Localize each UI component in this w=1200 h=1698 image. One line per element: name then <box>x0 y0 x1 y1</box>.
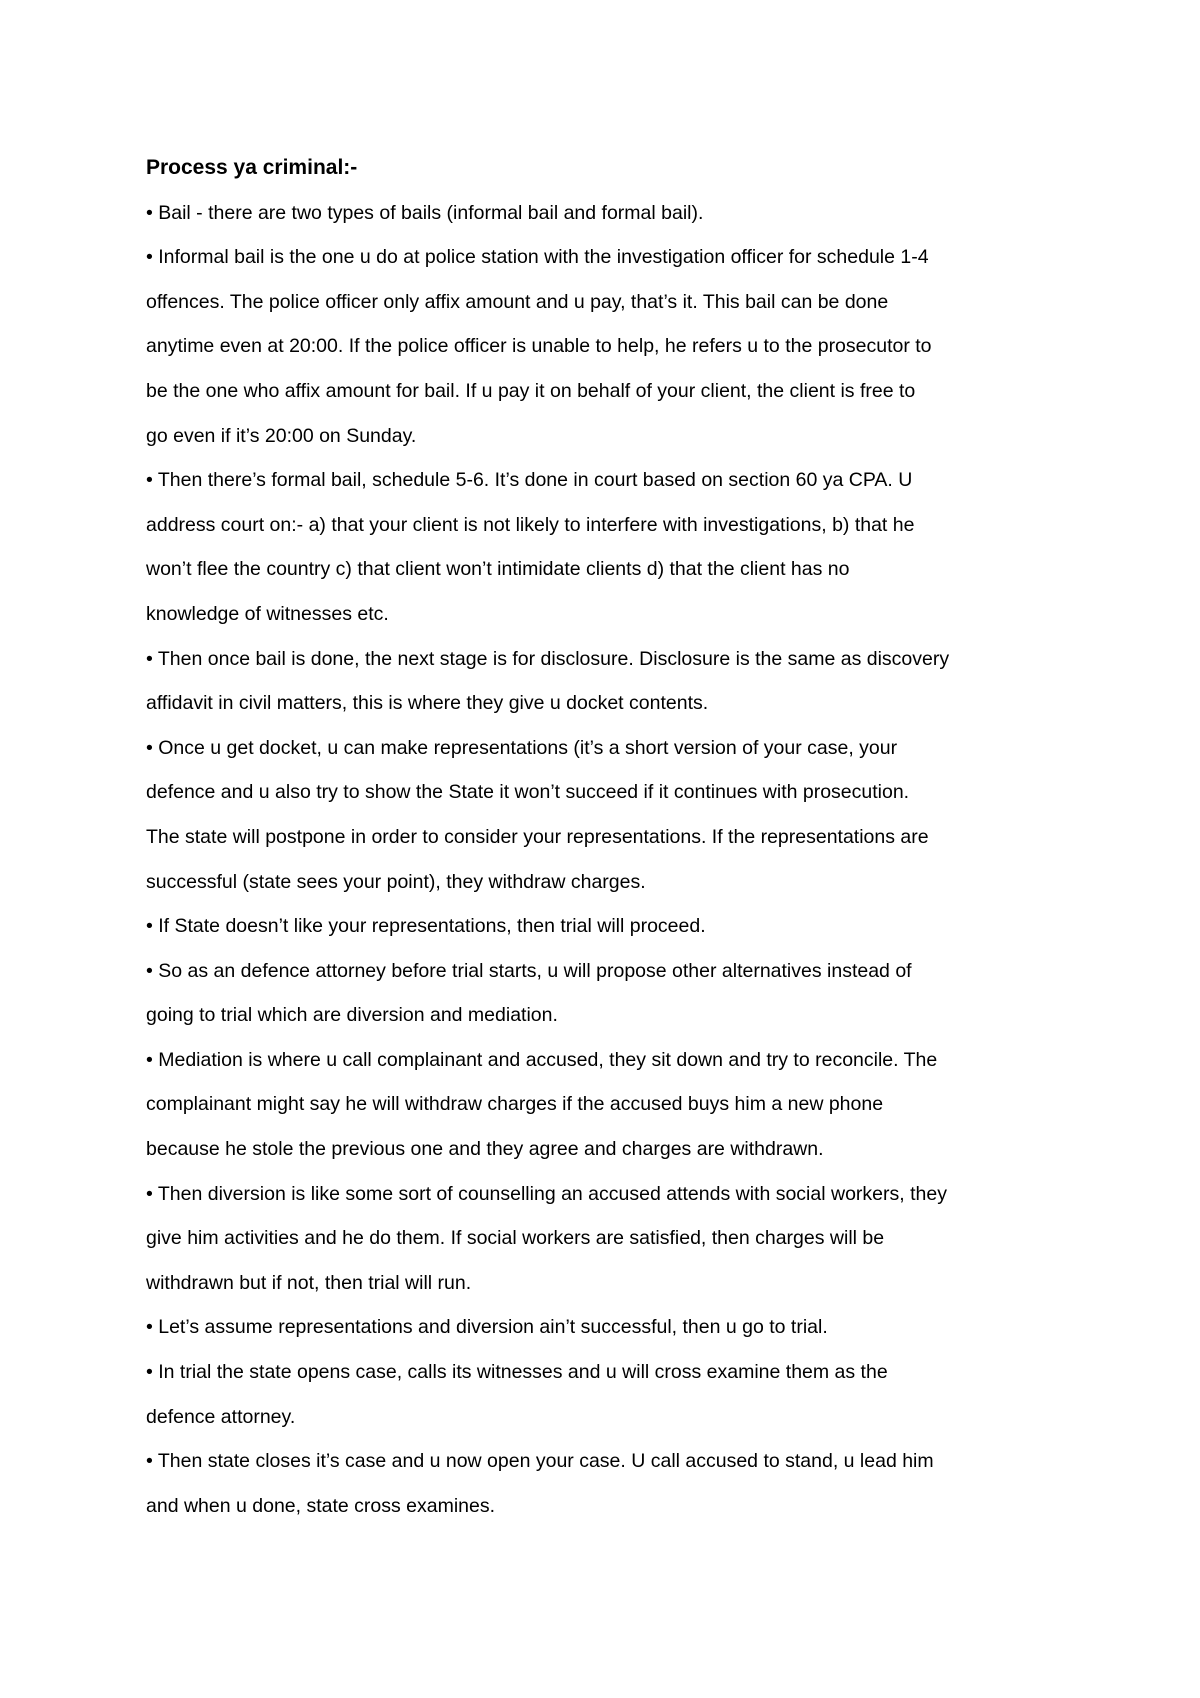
document-line: offences. The police officer only affix amount and u pay, that’s it. This bail can be done <box>146 290 889 313</box>
document-line: • In trial the state opens case, calls its witnesses and u will cross examine them as the <box>146 1361 888 1384</box>
document-line: won’t flee the country c) that client won’t intimidate clients d) that the client has no <box>146 558 850 581</box>
document-line: • Let’s assume representations and diversion ain’t successful, then u go to trial. <box>146 1316 828 1339</box>
document-line: go even if it’s 20:00 on Sunday. <box>146 424 417 447</box>
document-line: address court on:- a) that your client is not likely to interfere with investigations, b) that he <box>146 513 915 536</box>
document-heading: Process ya criminal:- <box>146 156 358 179</box>
document-line: defence and u also try to show the State it won’t succeed if it continues with prosecution. <box>146 781 910 804</box>
document-line: because he stole the previous one and they agree and charges are withdrawn. <box>146 1138 824 1161</box>
document-line: and when u done, state cross examines. <box>146 1494 496 1517</box>
document-line: defence attorney. <box>146 1405 296 1428</box>
document-line: • So as an defence attorney before trial starts, u will propose other alternatives instead of <box>146 959 912 982</box>
document-lines <box>146 191 1081 1529</box>
document-body <box>146 143 1081 1528</box>
document-line: • Then there’s formal bail, schedule 5-6. It’s done in court based on section 60 ya CPA. U <box>146 469 913 492</box>
document-line: complainant might say he will withdraw charges if the accused buys him a new phone <box>146 1093 884 1116</box>
document-line: going to trial which are diversion and mediation. <box>146 1004 558 1027</box>
document-line: • Once u get docket, u can make representations (it’s a short version of your case, your <box>146 736 898 759</box>
document-line: knowledge of witnesses etc. <box>146 602 389 625</box>
document-line: • If State doesn’t like your representations, then trial will proceed. <box>146 915 706 938</box>
document-line: successful (state sees your point), they withdraw charges. <box>146 870 646 893</box>
document-line: • Then once bail is done, the next stage is for disclosure. Disclosure is the same as discovery <box>146 647 950 670</box>
document-line: The state will postpone in order to consider your representations. If the representations are <box>146 825 929 848</box>
document-line: • Bail - there are two types of bails (informal bail and formal bail). <box>146 201 704 224</box>
document-line: be the one who affix amount for bail. If u pay it on behalf of your client, the client is free to <box>146 379 916 402</box>
document-line: affidavit in civil matters, this is where they give u docket contents. <box>146 692 709 715</box>
document-line: anytime even at 20:00. If the police officer is unable to help, he refers u to the prosecutor to <box>146 335 932 358</box>
document-line: • Informal bail is the one u do at police station with the investigation officer for schedule 1-4 <box>146 246 929 269</box>
document-line: give him activities and he do them. If social workers are satisfied, then charges will be <box>146 1227 885 1250</box>
document-line: • Then state closes it’s case and u now open your case. U call accused to stand, u lead him <box>146 1450 934 1473</box>
document-line: • Then diversion is like some sort of counselling an accused attends with social workers, they <box>146 1182 947 1205</box>
document-line: withdrawn but if not, then trial will run. <box>146 1271 472 1294</box>
document-line: • Mediation is where u call complainant and accused, they sit down and try to reconcile. The <box>146 1048 938 1071</box>
